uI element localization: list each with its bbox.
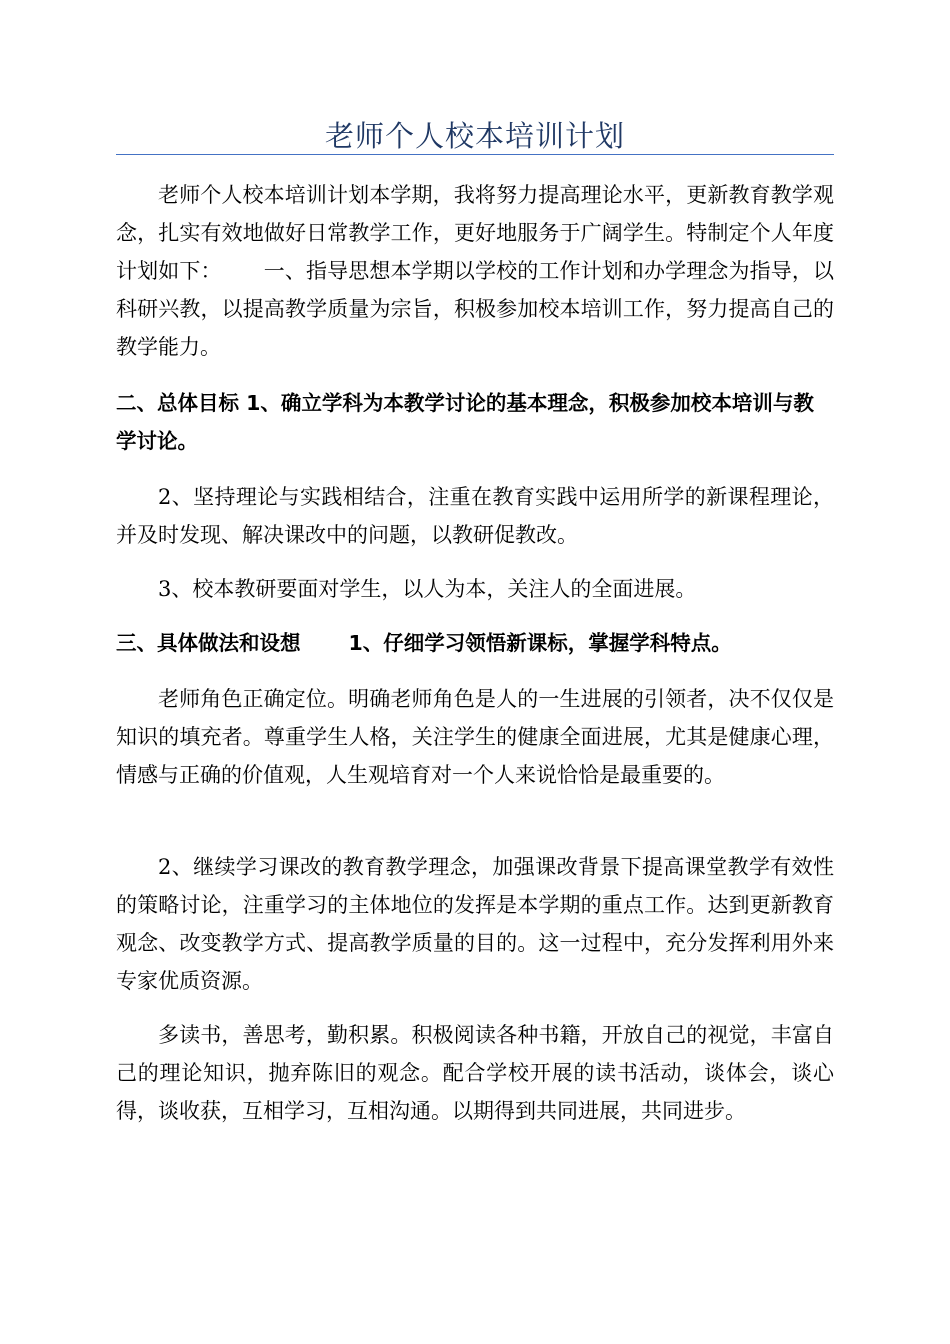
section-heading-goals: 二、总体目标 1、确立学科为本教学讨论的基本理念，积极参加校本培训与教学讨论。 [116, 391, 814, 453]
curriculum-reform-paragraph: 2、继续学习课改的教育教学理念，加强课改背景下提高课堂教学有效性的策略讨论，注重学习的主体地位的发挥是本学期的重点工作。达到更新教育观念、改变教学方式、提高教学质量的目的。这一过程中，充分发挥利用外来专家优质资源。 [116, 855, 834, 993]
section-heading-methods-title: 三、具体做法和设想 [116, 631, 301, 655]
intro-paragraph [116, 176, 834, 366]
reading-paragraph: 多读书，善思考，勤积累。积极阅读各种书籍，开放自己的视觉，丰富自己的理论知识，抛弃陈旧的观念。配合学校开展的读书活动，谈体会，谈心得，谈收获，互相学习，互相沟通。以期得到共同进展，共同进步。 [116, 1023, 834, 1123]
page-title: 老师个人校本培训计划 [324, 119, 625, 153]
section-heading-methods [116, 624, 834, 662]
section-heading-methods-item1: 1、仔细学习领悟新课标，掌握学科特点。 [348, 631, 732, 655]
title-underline [116, 154, 834, 155]
intro-text: 老师个人校本培训计划本学期，我将努力提高理论水平，更新教育教学观念，扎实有效地做好日常教学工作，更好地服务于广阔学生。特制定个人年度计划如下： [116, 183, 834, 283]
goal-3-paragraph: 3、校本教研要面对学生，以人为本，关注人的全面进展。 [158, 577, 697, 601]
teacher-role-paragraph: 老师角色正确定位。明确老师角色是人的一生进展的引领者，决不仅仅是知识的填充者。尊重学生人格，关注学生的健康全面进展，尤其是健康心理，情感与正确的价值观，人生观培育对一个人来说恰恰是最重要的。 [116, 687, 834, 787]
goal-2-paragraph: 2、坚持理论与实践相结合，注重在教育实践中运用所学的新课程理论，并及时发现、解决课改中的问题，以教研促教改。 [116, 485, 834, 547]
guiding-thought-text: 一、指导思想本学期以学校的工作计划和办学理念为指导，以科研兴教，以提高教学质量为宗旨，积极参加校本培训工作，努力提高自己的教学能力。 [116, 259, 834, 359]
